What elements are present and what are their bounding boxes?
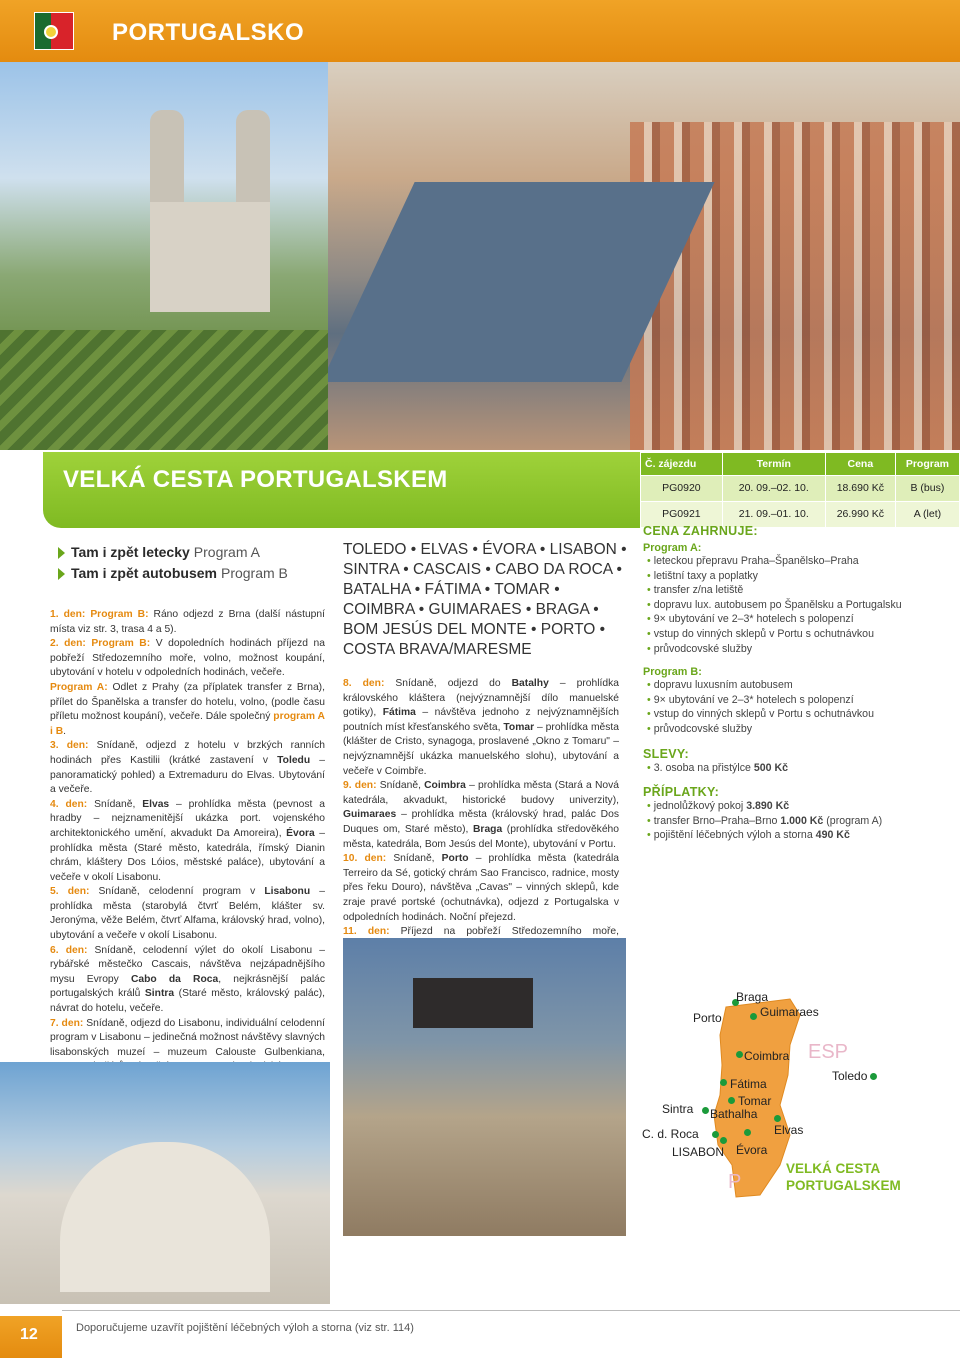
tour-code: PG0920 <box>641 475 723 501</box>
itinerary-day-9: 9. den: Snídaně, Coimbra – prohlídka města (Stará a Nová katedrála, akvadukt, historické budovy univerzity), Guimaraes – prohlídka města (královský hrad, palác Dos Duques om, Staré město), Braga (prohlídka středověkého města, katedrála, Bom Jesús del Monte), ubytování v Portu. <box>343 780 619 850</box>
option-bus: Tam i zpět autobusem Program B <box>58 563 288 584</box>
city-dot <box>774 1115 781 1122</box>
itinerary-day-5: 5. den: Snídaně, celodenní program v Lisabonu – prohlídka města (starobylá čtvrť Belém, klášter sv. Jeronýma, věže Belém, čtvrť Alfama, královský hrad, volno), ubytování a večeře v okolí Lisabonu. <box>50 886 325 942</box>
discounts-heading: SLEVY: <box>643 746 690 761</box>
table-row <box>641 475 960 501</box>
map-label-portugal: P <box>728 1171 742 1193</box>
tour-title: VELKÁ CESTA PORTUGALSKEM <box>63 466 448 493</box>
list-item: • letištní taxy a poplatky <box>647 569 758 582</box>
page-title: PORTUGALSKO <box>112 19 305 46</box>
list-item: • leteckou přepravu Praha–Španělsko–Praha <box>647 555 859 567</box>
itinerary-day-10: 10. den: Snídaně, Porto – prohlídka města (katedrála Terreiro da Sé, gotický chrám Sao Francisco, radnice, mosty přes řeku Douro), návštěva „Cavas" – vinných sklepů, kde zraje pravé portské (ochutnávka), odjezd z Portugalska v odpoledních hodinách. Noční přejezd. <box>343 853 619 923</box>
tour-program: A (let) <box>895 501 959 527</box>
city-guimaraes: Guimaraes <box>760 1005 819 1019</box>
city-toledo: Toledo <box>832 1069 868 1083</box>
list-item: • vstup do vinných sklepů v Portu s ochutnávkou <box>647 627 874 640</box>
photo-coimbra-university <box>0 1062 330 1304</box>
city-fatima: Fátima <box>730 1077 767 1091</box>
schedule-table <box>640 452 960 528</box>
list-item: • pojištění léčebných výloh a storna 490 Kč <box>647 829 850 842</box>
schedule-header-cell: Program <box>895 453 959 476</box>
route-map <box>640 985 960 1215</box>
itinerary-left <box>50 608 325 1119</box>
list-item: • transfer Brno–Praha–Brno 1.000 Kč (program A) <box>647 814 883 827</box>
list-item: • průvodcovské služby <box>647 642 753 655</box>
schedule-header-row <box>641 453 960 476</box>
itinerary-day-3: 3. den: Snídaně, odjezd z hotelu v brzkých ranních hodinách přes Kastilii (krátké zastavení v Toledu – panoramatický pohled) a Extremaduru do Elvas. Ubytování a večeře. <box>50 740 326 796</box>
city-dot <box>712 1131 719 1138</box>
city-dot <box>702 1107 709 1114</box>
tour-date: 20. 09.–02. 10. <box>722 475 825 501</box>
city-cabo-da-roca: C. d. Roca <box>642 1127 699 1141</box>
tour-code: PG0921 <box>641 501 723 527</box>
city-lisabon: LISABON <box>672 1145 725 1159</box>
itinerary-day-8: 8. den: Snídaně, odjezd do Batalhy – prohlídka královského kláštera (nejvýznamnější dílo manuelské gotiky), Fátima – návštěva jednoho z nejvýznamnějších poutních míst křesťanského světa, Tomar – prohlídka města (klášter de Cristo, synagoga, proslavené „Okno z Tomaru" – nejvýznamnější ukázka manuelského slohu), ubytování a večeře v Coimbře. <box>343 678 619 777</box>
city-dot <box>736 1051 743 1058</box>
arrow-right-icon <box>58 568 65 580</box>
tour-title-bar <box>43 452 640 528</box>
photo-bom-jesus-church <box>0 62 328 450</box>
option-flight: Tam i zpět letecky Program A <box>58 542 288 563</box>
list-item: • vstup do vinných sklepů v Portu s ochutnávkou <box>647 708 874 721</box>
city-dot <box>870 1073 877 1080</box>
list-item: • dopravu luxusním autobusem <box>647 679 793 692</box>
schedule-header-cell: Č. zájezdu <box>641 453 723 476</box>
city-tomar: Tomar <box>738 1094 772 1108</box>
city-bathalha: Bathalha <box>710 1107 758 1121</box>
tour-price: 26.990 Kč <box>825 501 895 527</box>
itinerary-day-4: 4. den: Snídaně, Elvas – prohlídka města (pevnost a hradby – nejznamenitější ukázka port. vojenského architektonického umění, akvadukt Da Amoreira), Évora – prohlídka města (Staré město, katedrála, římský Dianin chrám, kláštery Dos Lóios, městské paláce), ubytování a večeře v okolí Lisabonu. <box>50 798 325 883</box>
photo-porto-wine-cellars <box>343 938 626 1236</box>
list-item: • dopravu lux. autobusem po Španělsku a Portugalsku <box>647 598 902 611</box>
map-caption: VELKÁ CESTA PORTUGALSKEM <box>786 1161 901 1193</box>
portugal-flag-icon <box>34 12 74 50</box>
tour-program: B (bus) <box>895 475 959 501</box>
page-number-box <box>0 1316 62 1358</box>
tour-price: 18.690 Kč <box>825 475 895 501</box>
page-number: 12 <box>20 1326 38 1343</box>
city-sintra: Sintra <box>662 1102 694 1116</box>
schedule-header-cell: Cena <box>825 453 895 476</box>
tour-date: 21. 09.–01. 10. <box>722 501 825 527</box>
city-porto: Porto <box>693 1011 722 1025</box>
city-dot <box>744 1129 751 1136</box>
footer-note: Doporučujeme uzavřít pojištění léčebných výloh a storna (viz str. 114) <box>76 1322 414 1334</box>
header-bar <box>0 0 960 62</box>
photo-porto-river <box>328 62 960 450</box>
city-dot <box>728 1097 735 1104</box>
map-label-spain: ESP <box>808 1041 849 1063</box>
city-evora: Évora <box>736 1143 768 1157</box>
program-a-heading: Program A: <box>643 542 702 554</box>
city-dot <box>750 1013 757 1020</box>
city-braga: Braga <box>736 990 769 1004</box>
list-item: • 9× ubytování ve 2–3* hotelech s polopenzí <box>647 693 854 706</box>
list-item: • průvodcovské služby <box>647 722 753 735</box>
program-b-heading: Program B: <box>643 666 702 679</box>
itinerary-day-11: 11. den: Příjezd na pobřeží Středozemního moře, <box>343 926 619 938</box>
itinerary-day-2-program-a: Program A: Odlet z Prahy (za příplatek transfer z Brna), přílet do Španělska a transfer do hotelu, volno, (podle času příletu možnost koupání), večeře. Dále společný program A i B. <box>50 681 325 737</box>
list-item: • transfer z/na letiště <box>647 584 744 597</box>
city-elvas: Elvas <box>774 1123 804 1137</box>
price-info-column <box>643 518 943 843</box>
list-item: • 3. osoba na přistýlce 500 Kč <box>647 761 788 774</box>
arrow-right-icon <box>58 547 65 559</box>
itinerary-day-1: 1. den: Program B: Ráno odjezd z Brna (další nástupní místa viz str. 3, trasa 4 a 5). <box>50 609 325 635</box>
city-dot <box>720 1079 727 1086</box>
list-item: • jednolůžkový pokoj 3.890 Kč <box>647 800 790 813</box>
footer-divider <box>62 1310 960 1311</box>
itinerary-day-7: 7. den: Snídaně, odjezd do Lisabonu, individuální celodenní program v Lisabonu – jedinečná možnost návštěvy slavných lisabonských muzeí – muzeum Calouste Gulbenkiana, <box>50 1017 325 1058</box>
list-item: • 9× ubytování ve 2–3* hotelech s polopenzí <box>647 613 854 626</box>
schedule-header-cell: Termín <box>722 453 825 476</box>
surcharges-heading: PŘÍPLATKY: <box>643 785 720 800</box>
itinerary-day-6: 6. den: Snídaně, celodenní výlet do okolí Lisabonu – rybářské městečko Cascais, návštěva nejzápadnějšího mysu Evropy Cabo da Roca, nejkrásnější palác portugalských králů Sintra (Staré město, královský palác), návrat do hotelu, večeře. <box>50 944 325 1015</box>
city-coimbra: Coimbra <box>744 1049 790 1063</box>
travel-options <box>58 542 288 584</box>
includes-heading: CENA ZAHRNUJE: <box>643 524 758 538</box>
city-dot <box>720 1137 727 1144</box>
destinations-list: TOLEDO • ELVAS • ÉVORA • LISABON • SINTRA • CASCAIS • CABO DA ROCA • BATALHA • FÁTIMA • TOMAR • COIMBRA • GUIMARAES • BRAGA • BOM JESÚS DEL MONTE • PORTO • COSTA BRAVA/MARESME <box>343 541 627 658</box>
itinerary-day-2: 2. den: Program B: V dopoledních hodinách příjezd na pobřeží Středozemního moře, volno, možnost koupání, ubytování v hotelu v odpoledních hodinách, večeře. <box>50 638 325 679</box>
